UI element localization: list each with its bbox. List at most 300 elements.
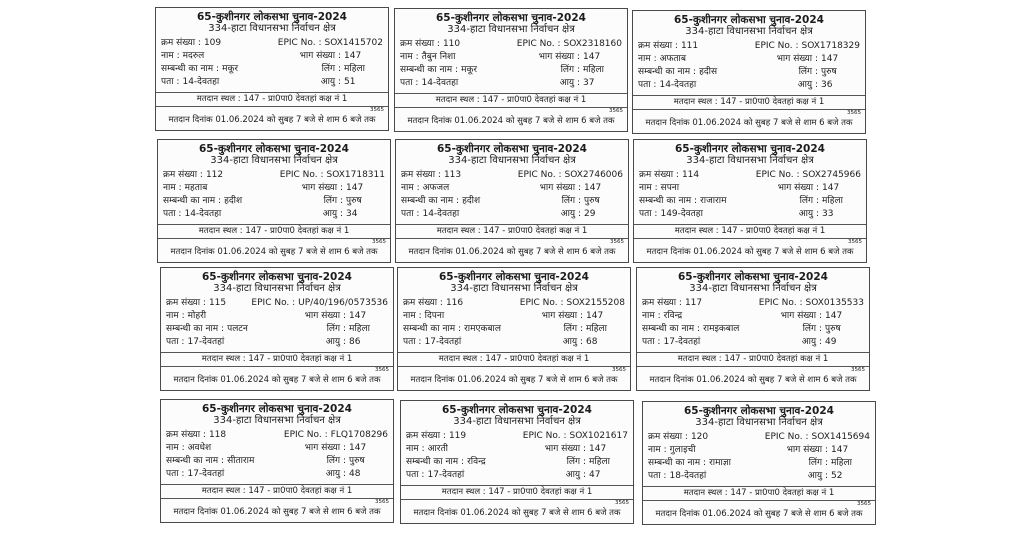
relative-label: सम्बन्धी का नाम : bbox=[406, 457, 465, 467]
voter-slip-card bbox=[395, 139, 629, 263]
age-label: आयु : bbox=[560, 209, 581, 219]
detail-row bbox=[406, 456, 628, 469]
address-field bbox=[400, 77, 522, 90]
serial-value: 117 bbox=[684, 298, 703, 308]
constituency-title: 334-हाटा विधानसभा निर्वाचन क्षेत्र bbox=[213, 415, 341, 426]
relative-field bbox=[166, 455, 288, 468]
address-value: 14-देवतहा bbox=[421, 78, 459, 88]
age-value: 37 bbox=[583, 78, 595, 88]
name-label: नाम : bbox=[163, 183, 182, 193]
epic-field bbox=[756, 169, 861, 182]
detail-row bbox=[166, 455, 388, 468]
relative-label: सम्बन्धी का नाम : bbox=[163, 196, 222, 206]
serial-value: 120 bbox=[690, 432, 709, 442]
gender-value: महिला bbox=[583, 65, 604, 75]
detail-row bbox=[166, 442, 388, 455]
gender-value: पुरुष bbox=[346, 196, 362, 206]
part-value: 147 bbox=[589, 444, 607, 454]
election-title: 65-कुशीनगर लोकसभा चुनाव-2024 bbox=[675, 143, 825, 155]
name-field bbox=[161, 50, 283, 63]
address-value: 14-देवतहा bbox=[422, 209, 460, 219]
age-field bbox=[283, 76, 383, 89]
serial-value: 113 bbox=[443, 170, 462, 180]
relative-value: रामइकबाल bbox=[703, 324, 740, 334]
relative-value: मकूर bbox=[222, 64, 239, 74]
poll-date: मतदान दिनांक 01.06.2024 को सुबह 7 बजे से शाम 6 बजे तक bbox=[407, 116, 615, 126]
epic-label: EPIC No. : bbox=[764, 432, 809, 442]
serial-field bbox=[400, 38, 517, 51]
gender-field bbox=[770, 457, 870, 470]
voter-details bbox=[633, 38, 865, 92]
part-value: 147 bbox=[344, 51, 362, 61]
part-label: भाग संख्या : bbox=[786, 445, 828, 455]
address-label: पता : bbox=[406, 470, 425, 480]
constituency-title: 334-हाटा विधानसभा निर्वाचन क्षेत्र bbox=[448, 155, 576, 166]
detail-row bbox=[642, 310, 864, 323]
constituency-title: 334-हाटा विधानसभा निर्वाचन क्षेत्र bbox=[208, 23, 336, 34]
serial-label: क्रम संख्या : bbox=[648, 432, 688, 442]
age-value: 51 bbox=[344, 77, 356, 87]
detail-row bbox=[642, 297, 864, 310]
serial-label: क्रम संख्या : bbox=[406, 431, 446, 441]
voter-slip-card bbox=[636, 267, 870, 391]
name-label: नाम : bbox=[648, 445, 667, 455]
part-label: भाग संख्या : bbox=[301, 183, 343, 193]
age-field bbox=[761, 208, 861, 221]
constituency-title: 334-हाटा विधानसभा निर्वाचन क्षेत्र bbox=[689, 283, 817, 294]
name-value: गुलाइची bbox=[669, 445, 696, 455]
epic-field bbox=[755, 40, 860, 53]
gender-field bbox=[288, 323, 388, 336]
part-value: 147 bbox=[831, 445, 849, 455]
name-label: नाम : bbox=[166, 443, 185, 453]
serial-field bbox=[403, 297, 520, 310]
relative-label: सम्बन्धी का नाम : bbox=[400, 65, 459, 75]
name-value: अफताब bbox=[659, 54, 687, 64]
polling-station: मतदान स्थल : 147 - प्रा0पा0 देवतहां कक्ष नं 1 bbox=[201, 486, 353, 496]
poll-date: मतदान दिनांक 01.06.2024 को सुबह 7 बजे से शाम 6 बजे तक bbox=[646, 247, 854, 257]
epic-field bbox=[520, 297, 625, 310]
slip-code: 3565 bbox=[851, 367, 865, 373]
age-field bbox=[760, 79, 860, 92]
part-label: भाग संख्या : bbox=[544, 444, 586, 454]
detail-row bbox=[400, 64, 622, 77]
relative-field bbox=[639, 195, 761, 208]
election-title: 65-कुशीनगर लोकसभा चुनाव-2024 bbox=[199, 143, 349, 155]
epic-field bbox=[284, 429, 388, 442]
detail-row bbox=[648, 470, 870, 483]
serial-label: क्रम संख्या : bbox=[401, 170, 441, 180]
epic-value: SOX1021617 bbox=[569, 431, 628, 441]
name-field bbox=[166, 310, 288, 323]
serial-label: क्रम संख्या : bbox=[166, 298, 206, 308]
age-value: 52 bbox=[831, 471, 843, 481]
gender-field bbox=[283, 63, 383, 76]
relative-value: हदीश bbox=[462, 196, 481, 206]
part-label: भाग संख्या : bbox=[304, 311, 346, 321]
detail-row bbox=[406, 443, 628, 456]
age-field bbox=[770, 470, 870, 483]
voter-slip-card bbox=[155, 7, 389, 131]
voter-slip-card bbox=[157, 139, 391, 263]
name-field bbox=[166, 442, 288, 455]
epic-label: EPIC No. : bbox=[519, 298, 564, 308]
relative-value: राजाराम bbox=[700, 196, 727, 206]
polling-station: मतदान स्थल : 147 - प्रा0पा0 देवतहां कक्ष नं 1 bbox=[196, 94, 348, 104]
gender-label: लिंग : bbox=[799, 196, 819, 206]
gender-value: पुरुष bbox=[584, 196, 600, 206]
age-field bbox=[522, 77, 622, 90]
relative-label: सम्बन्धी का नाम : bbox=[403, 324, 462, 334]
address-label: पता : bbox=[403, 337, 422, 347]
name-label: नाम : bbox=[161, 51, 180, 61]
relative-value: पलटन bbox=[227, 324, 248, 334]
relative-value: रामाज्ञा bbox=[709, 458, 731, 468]
slip-code: 3565 bbox=[857, 501, 871, 507]
voter-details bbox=[161, 427, 393, 481]
epic-label: EPIC No. : bbox=[277, 38, 322, 48]
age-label: आयु : bbox=[320, 77, 341, 87]
serial-label: क्रम संख्या : bbox=[161, 38, 201, 48]
name-label: नाम : bbox=[403, 311, 422, 321]
name-field bbox=[639, 182, 761, 195]
name-label: नाम : bbox=[166, 311, 185, 321]
age-label: आयु : bbox=[322, 209, 343, 219]
name-label: नाम : bbox=[400, 52, 419, 62]
gender-field bbox=[528, 456, 628, 469]
detail-row bbox=[166, 323, 388, 336]
epic-value: SOX2318160 bbox=[563, 39, 622, 49]
election-title: 65-कुशीनगर लोकसभा चुनाव-2024 bbox=[674, 14, 824, 26]
name-field bbox=[163, 182, 285, 195]
address-label: पता : bbox=[166, 469, 185, 479]
age-field bbox=[288, 468, 388, 481]
epic-field bbox=[518, 169, 623, 182]
age-label: आयु : bbox=[565, 470, 586, 480]
detail-row bbox=[403, 310, 625, 323]
address-label: पता : bbox=[400, 78, 419, 88]
relative-label: सम्बन्धी का नाम : bbox=[161, 64, 220, 74]
age-label: आयु : bbox=[325, 469, 346, 479]
serial-field bbox=[648, 431, 765, 444]
part-label: भाग संख्या : bbox=[299, 51, 341, 61]
name-value: मदरुल bbox=[182, 51, 205, 61]
age-value: 34 bbox=[346, 209, 358, 219]
gender-field bbox=[288, 455, 388, 468]
serial-label: क्रम संख्या : bbox=[166, 430, 206, 440]
age-value: 49 bbox=[825, 337, 837, 347]
address-field bbox=[403, 336, 525, 349]
relative-label: सम्बन्धी का नाम : bbox=[639, 196, 698, 206]
election-title: 65-कुशीनगर लोकसभा चुनाव-2024 bbox=[437, 143, 587, 155]
relative-value: हदीश bbox=[224, 196, 243, 206]
serial-value: 118 bbox=[208, 430, 227, 440]
name-label: नाम : bbox=[638, 54, 657, 64]
address-value: 14-देवतहा bbox=[184, 209, 222, 219]
address-label: पता : bbox=[638, 80, 657, 90]
detail-row bbox=[406, 430, 628, 443]
age-value: 36 bbox=[821, 80, 833, 90]
address-field bbox=[163, 208, 285, 221]
voter-details bbox=[637, 295, 869, 349]
slip-code: 3565 bbox=[610, 239, 624, 245]
part-value: 147 bbox=[586, 311, 604, 321]
part-value: 147 bbox=[821, 54, 839, 64]
serial-value: 112 bbox=[205, 170, 224, 180]
voter-slip-card bbox=[400, 400, 634, 524]
detail-row bbox=[638, 40, 860, 53]
gender-field bbox=[525, 323, 625, 336]
poll-date: मतदान दिनांक 01.06.2024 को सुबह 7 बजे से शाम 6 बजे तक bbox=[649, 375, 857, 385]
gender-value: महिला bbox=[822, 196, 843, 206]
gender-value: महिला bbox=[589, 457, 610, 467]
slip-code: 3565 bbox=[372, 239, 386, 245]
address-field bbox=[166, 468, 288, 481]
detail-row bbox=[166, 468, 388, 481]
epic-field bbox=[251, 297, 388, 310]
relative-value: रामएकबाल bbox=[464, 324, 501, 334]
epic-field bbox=[278, 37, 383, 50]
detail-row bbox=[161, 76, 383, 89]
name-field bbox=[406, 443, 528, 456]
election-title: 65-कुशीनगर लोकसभा चुनाव-2024 bbox=[197, 11, 347, 23]
epic-value: SOX2155208 bbox=[566, 298, 625, 308]
polling-station: मतदान स्थल : 147 - प्रा0पा0 देवतहां कक्ष नं 1 bbox=[436, 226, 588, 236]
slip-code: 3565 bbox=[609, 108, 623, 114]
name-field bbox=[642, 310, 764, 323]
serial-label: क्रम संख्या : bbox=[403, 298, 443, 308]
serial-value: 111 bbox=[680, 41, 699, 51]
serial-value: 116 bbox=[445, 298, 464, 308]
age-field bbox=[285, 208, 385, 221]
address-field bbox=[639, 208, 761, 221]
address-value: 17-देवतहां bbox=[663, 337, 701, 347]
detail-row bbox=[403, 297, 625, 310]
polling-station: मतदान स्थल : 147 - प्रा0पा0 देवतहां कक्ष नं 1 bbox=[435, 95, 587, 105]
constituency-title: 334-हाटा विधानसभा निर्वाचन क्षेत्र bbox=[685, 26, 813, 37]
poll-date: मतदान दिनांक 01.06.2024 को सुबह 7 बजे से शाम 6 बजे तक bbox=[173, 507, 381, 517]
epic-label: EPIC No. : bbox=[516, 39, 561, 49]
detail-row bbox=[161, 50, 383, 63]
slip-code: 3565 bbox=[612, 367, 626, 373]
serial-field bbox=[642, 297, 759, 310]
age-value: 33 bbox=[822, 209, 834, 219]
address-value: 17-देवतहां bbox=[187, 469, 225, 479]
name-value: महताब bbox=[184, 183, 208, 193]
relative-label: सम्बन्धी का नाम : bbox=[648, 458, 707, 468]
relative-field bbox=[403, 323, 525, 336]
detail-row bbox=[166, 336, 388, 349]
slip-code: 3565 bbox=[615, 500, 629, 506]
part-label: भाग संख्या : bbox=[538, 52, 580, 62]
detail-row bbox=[400, 51, 622, 64]
gender-label: लिंग : bbox=[323, 196, 343, 206]
part-value: 147 bbox=[822, 183, 840, 193]
name-label: नाम : bbox=[401, 183, 420, 193]
address-label: पता : bbox=[648, 471, 667, 481]
detail-row bbox=[400, 38, 622, 51]
slip-code: 3565 bbox=[375, 499, 389, 505]
age-field bbox=[525, 336, 625, 349]
serial-value: 115 bbox=[208, 298, 227, 308]
address-field bbox=[401, 208, 523, 221]
serial-label: क्रम संख्या : bbox=[638, 41, 678, 51]
part-field bbox=[283, 50, 383, 63]
relative-label: सम्बन्धी का नाम : bbox=[642, 324, 701, 334]
voter-slip-card bbox=[633, 139, 867, 263]
serial-label: क्रम संख्या : bbox=[642, 298, 682, 308]
poll-date: मतदान दिनांक 01.06.2024 को सुबह 7 बजे से शाम 6 बजे तक bbox=[173, 375, 381, 385]
age-field bbox=[764, 336, 864, 349]
detail-row bbox=[406, 469, 628, 482]
relative-label: सम्बन्धी का नाम : bbox=[401, 196, 460, 206]
gender-label: लिंग : bbox=[560, 65, 580, 75]
detail-row bbox=[163, 182, 385, 195]
part-label: भाग संख्या : bbox=[539, 183, 581, 193]
poll-date: मतदान दिनांक 01.06.2024 को सुबह 7 बजे से शाम 6 बजे तक bbox=[655, 509, 863, 519]
slip-code: 3565 bbox=[848, 239, 862, 245]
polling-station: मतदान स्थल : 147 - प्रा0पा0 देवतहां कक्ष नं 1 bbox=[438, 354, 590, 364]
relative-value: सीताराम bbox=[227, 456, 255, 466]
constituency-title: 334-हाटा विधानसभा निर्वाचन क्षेत्र bbox=[447, 24, 575, 35]
part-label: भाग संख्या : bbox=[777, 183, 819, 193]
gender-value: पुरुष bbox=[821, 67, 837, 77]
address-field bbox=[406, 469, 528, 482]
voter-details bbox=[398, 295, 630, 349]
election-title: 65-कुशीनगर लोकसभा चुनाव-2024 bbox=[436, 12, 586, 24]
voter-slip-card bbox=[632, 10, 866, 134]
relative-field bbox=[400, 64, 522, 77]
serial-field bbox=[401, 169, 518, 182]
serial-value: 109 bbox=[203, 38, 222, 48]
name-value: अफजल bbox=[422, 183, 450, 193]
polling-station: मतदान स्थल : 147 - प्रा0पा0 देवतहां कक्ष नं 1 bbox=[441, 487, 593, 497]
address-value: 18-देवतहां bbox=[669, 471, 707, 481]
age-label: आयु : bbox=[798, 209, 819, 219]
name-value: सपना bbox=[660, 183, 680, 193]
age-label: आयु : bbox=[325, 337, 346, 347]
part-field bbox=[285, 182, 385, 195]
voter-slip-card bbox=[397, 267, 631, 391]
relative-field bbox=[648, 457, 770, 470]
name-field bbox=[403, 310, 525, 323]
constituency-title: 334-हाटा विधानसभा निर्वाचन क्षेत्र bbox=[686, 155, 814, 166]
epic-value: SOX1718311 bbox=[326, 170, 385, 180]
relative-field bbox=[401, 195, 523, 208]
polling-station: मतदान स्थल : 147 - प्रा0पा0 देवतहां कक्ष नं 1 bbox=[201, 354, 353, 364]
name-label: नाम : bbox=[642, 311, 661, 321]
address-value: 17-देवतहां bbox=[427, 470, 465, 480]
voter-slip-card bbox=[642, 401, 876, 525]
gender-label: लिंग : bbox=[798, 67, 818, 77]
gender-value: महिला bbox=[831, 458, 852, 468]
part-field bbox=[288, 310, 388, 323]
name-value: आरती bbox=[427, 444, 448, 454]
gender-label: लिंग : bbox=[808, 458, 828, 468]
address-value: 17-देवतहां bbox=[424, 337, 462, 347]
slip-code: 3565 bbox=[375, 367, 389, 373]
age-label: आयु : bbox=[797, 80, 818, 90]
epic-value: SOX0135533 bbox=[805, 298, 864, 308]
relative-field bbox=[161, 63, 283, 76]
relative-field bbox=[166, 323, 288, 336]
part-field bbox=[761, 182, 861, 195]
part-field bbox=[523, 182, 623, 195]
name-field bbox=[401, 182, 523, 195]
detail-row bbox=[648, 431, 870, 444]
slip-code: 3565 bbox=[370, 107, 384, 113]
gender-label: लिंग : bbox=[326, 456, 346, 466]
serial-label: क्रम संख्या : bbox=[639, 170, 679, 180]
part-value: 147 bbox=[584, 183, 602, 193]
name-field bbox=[400, 51, 522, 64]
name-field bbox=[638, 53, 760, 66]
poll-date: मतदान दिनांक 01.06.2024 को सुबह 7 बजे से शाम 6 बजे तक bbox=[645, 118, 853, 128]
slip-code: 3565 bbox=[847, 110, 861, 116]
relative-label: सम्बन्धी का नाम : bbox=[166, 324, 225, 334]
detail-row bbox=[639, 208, 861, 221]
detail-row bbox=[638, 53, 860, 66]
part-value: 147 bbox=[349, 311, 367, 321]
name-value: दिपना bbox=[424, 311, 445, 321]
gender-field bbox=[761, 195, 861, 208]
age-value: 86 bbox=[349, 337, 361, 347]
age-value: 48 bbox=[349, 469, 361, 479]
polling-station: मतदान स्थल : 147 - प्रा0पा0 देवतहां कक्ष नं 1 bbox=[677, 354, 829, 364]
name-value: मोहरी bbox=[187, 311, 207, 321]
detail-row bbox=[163, 208, 385, 221]
detail-row bbox=[648, 457, 870, 470]
serial-value: 119 bbox=[448, 431, 467, 441]
gender-label: लिंग : bbox=[321, 64, 341, 74]
relative-field bbox=[642, 323, 764, 336]
name-value: अवधेश bbox=[187, 443, 212, 453]
serial-value: 110 bbox=[442, 39, 461, 49]
voter-details bbox=[156, 35, 388, 89]
detail-row bbox=[401, 182, 623, 195]
epic-label: EPIC No. : bbox=[251, 298, 296, 308]
address-label: पता : bbox=[642, 337, 661, 347]
part-field bbox=[760, 53, 860, 66]
election-title: 65-कुशीनगर लोकसभा चुनाव-2024 bbox=[439, 271, 589, 283]
epic-value: SOX1415694 bbox=[811, 432, 870, 442]
epic-label: EPIC No. : bbox=[758, 298, 803, 308]
detail-row bbox=[638, 79, 860, 92]
voter-slip-card bbox=[160, 267, 394, 391]
serial-field bbox=[638, 40, 755, 53]
part-field bbox=[770, 444, 870, 457]
gender-field bbox=[522, 64, 622, 77]
address-field bbox=[638, 79, 760, 92]
gender-value: पुरुष bbox=[349, 456, 365, 466]
name-field bbox=[648, 444, 770, 457]
part-label: भाग संख्या : bbox=[776, 54, 818, 64]
address-label: पता : bbox=[639, 209, 658, 219]
detail-row bbox=[161, 37, 383, 50]
address-field bbox=[161, 76, 283, 89]
epic-label: EPIC No. : bbox=[754, 41, 799, 51]
gender-field bbox=[285, 195, 385, 208]
address-field bbox=[166, 336, 288, 349]
part-label: भाग संख्या : bbox=[541, 311, 583, 321]
age-value: 29 bbox=[584, 209, 596, 219]
detail-row bbox=[648, 444, 870, 457]
detail-row bbox=[163, 169, 385, 182]
election-title: 65-कुशीनगर लोकसभा चुनाव-2024 bbox=[678, 271, 828, 283]
address-value: 14-देवतहा bbox=[659, 80, 697, 90]
relative-label: सम्बन्धी का नाम : bbox=[166, 456, 225, 466]
voter-slip-card bbox=[160, 399, 394, 523]
